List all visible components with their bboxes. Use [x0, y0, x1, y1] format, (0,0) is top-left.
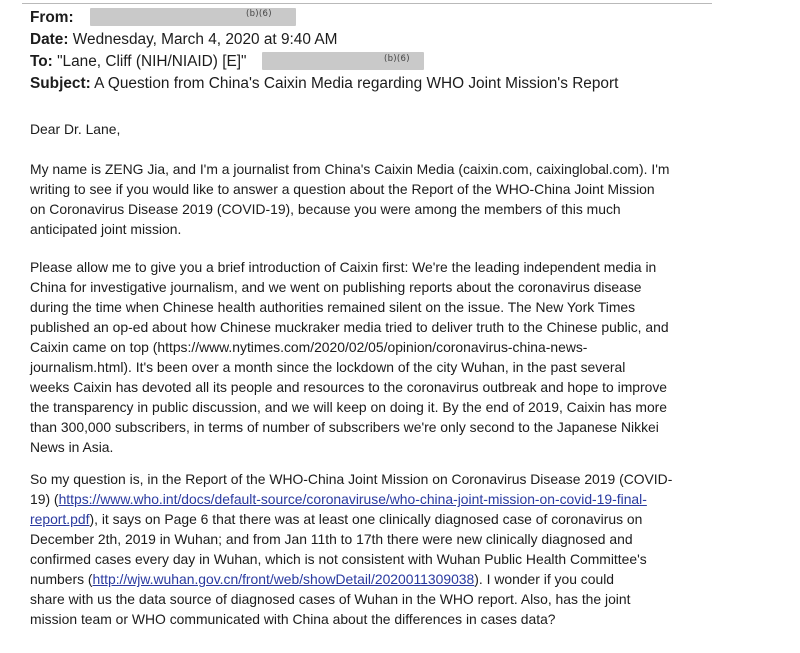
paragraph-3 — [30, 469, 672, 629]
paragraph-line — [30, 509, 672, 529]
who-report-link-continuation[interactable]: report.pdf — [30, 511, 90, 527]
from-line — [30, 8, 74, 28]
text-fragment: ), it says on Page 6 that there was at least one clinically diagnosed case of coronavirus on — [89, 511, 643, 527]
subject-line — [30, 74, 618, 94]
text-fragment: 19) ( — [30, 491, 59, 507]
paragraph-line — [30, 569, 672, 589]
paragraph-line: December 2th, 2019 in Wuhan; and from Jan 11th to 17th there were new clinically diagnosed and — [30, 531, 633, 547]
top-divider — [22, 3, 712, 4]
paragraph-line: Caixin came on top (https://www.nytimes.com/2020/02/05/opinion/coronavirus-china-news- — [30, 339, 588, 355]
paragraph-line: mission team or WHO communicated with China about the differences in cases data? — [30, 611, 556, 627]
date-line — [30, 30, 337, 50]
paragraph-line: during the time when Chinese health authorities remained silent on the issue. The New York Times — [30, 299, 636, 315]
to-line — [30, 52, 246, 72]
paragraph-1 — [30, 159, 669, 239]
from-exemption-code: (b)(6) — [246, 9, 272, 19]
paragraph-line: share with us the data source of diagnosed cases of Wuhan in the WHO report. Also, has the joint — [30, 591, 631, 607]
subject-label: Subject: — [30, 75, 91, 92]
paragraph-2 — [30, 257, 669, 457]
paragraph-line: My name is ZENG Jia, and I'm a journalist from China's Caixin Media (caixin.com, caixinglobal.com). I'm — [30, 161, 670, 177]
paragraph-line: journalism.html). It's been over a month since the lockdown of the city Wuhan, in the past several — [30, 359, 626, 375]
to-exemption-code: (b)(6) — [384, 54, 410, 64]
text-fragment: numbers ( — [30, 571, 93, 587]
date-label: Date: — [30, 31, 69, 48]
date-value: Wednesday, March 4, 2020 at 9:40 AM — [72, 31, 338, 48]
to-label: To: — [30, 53, 53, 70]
from-label: From: — [30, 9, 74, 26]
paragraph-line: Please allow me to give you a brief introduction of Caixin first: We're the leading independent media in — [30, 259, 657, 275]
paragraph-line: published an op-ed about how Chinese muckraker media tried to deliver truth to the Chinese public, and — [30, 319, 669, 335]
to-value: "Lane, Cliff (NIH/NIAID) [E]" — [57, 53, 247, 70]
salutation: Dear Dr. Lane, — [30, 121, 121, 137]
paragraph-line: News in Asia. — [30, 439, 114, 455]
subject-value: A Question from China's Caixin Media regarding WHO Joint Mission's Report — [94, 75, 619, 92]
paragraph-line: on Coronavirus Disease 2019 (COVID-19), because you were among the members of this much — [30, 201, 621, 217]
paragraph-line: writing to see if you would like to answer a question about the Report of the WHO-China Joint Mission — [30, 181, 655, 197]
paragraph-line: anticipated joint mission. — [30, 221, 182, 237]
paragraph-line: China for investigative journalism, and we went on publishing reports about the coronavirus disease — [30, 279, 642, 295]
paragraph-line: So my question is, in the Report of the WHO-China Joint Mission on Coronavirus Disease 2019 (COVID- — [30, 471, 673, 487]
who-report-link[interactable]: https://www.who.int/docs/default-source/coronaviruse/who-china-joint-mission-on-covid-19-final- — [58, 491, 647, 507]
paragraph-line — [30, 489, 672, 509]
paragraph-line: the transparency in public discussion, and we will keep on doing it. By the end of 2019, Caixin has more — [30, 399, 668, 415]
paragraph-line: weeks Caixin has devoted all its people and resources to the coronavirus outbreak and hope to improve — [30, 379, 668, 395]
wuhan-health-link[interactable]: http://wjw.wuhan.gov.cn/front/web/showDetail/2020011309038 — [92, 571, 475, 587]
text-fragment: ). I wonder if you could — [474, 571, 615, 587]
paragraph-line: than 300,000 subscribers, in terms of number of subscribers we're only second to the Japanese Nikkei — [30, 419, 659, 435]
paragraph-line: confirmed cases every day in Wuhan, which is not consistent with Wuhan Public Health Committee's — [30, 551, 647, 567]
